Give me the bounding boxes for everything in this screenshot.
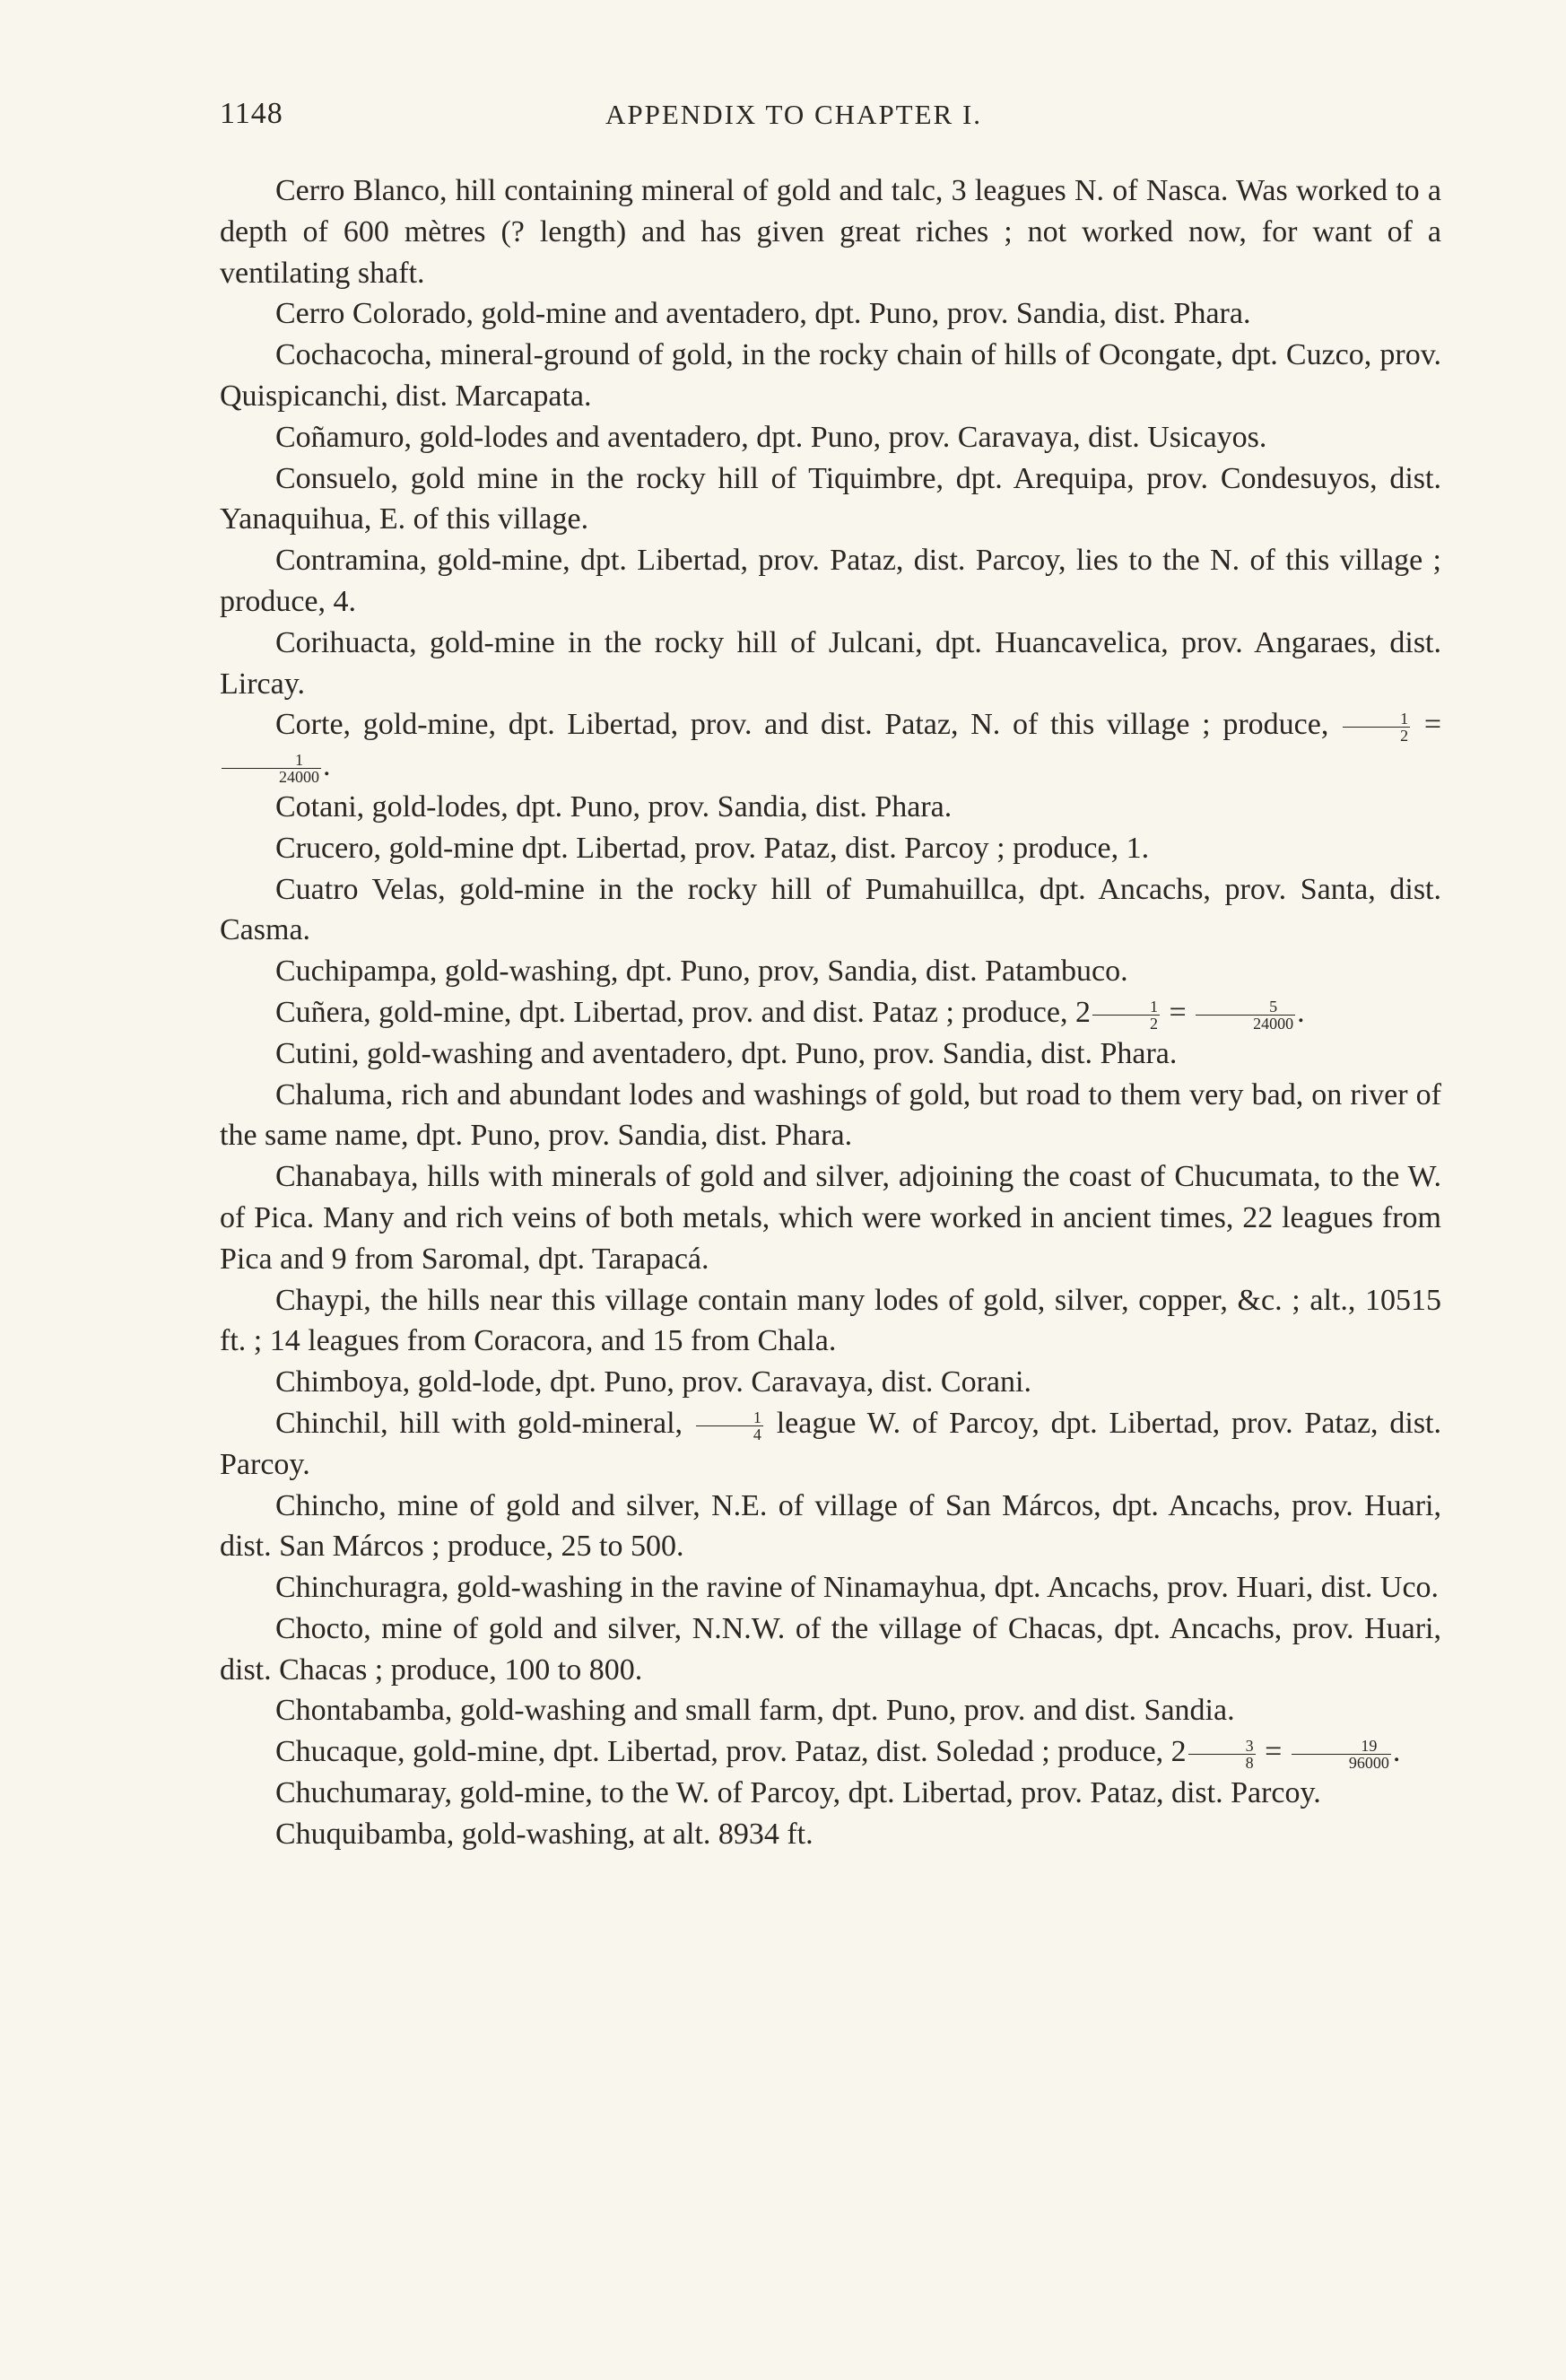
equals-sign: = [1423,708,1442,742]
entry-cuchipampa: Cuchipampa, gold-washing, dpt. Puno, prov, Sandia, dist. Patambuco. [275,955,1128,989]
entry-text: Chucaque, gold-mine, dpt. Libertad, prov. Pataz, dist. Soledad ; produce, 2 [275,1735,1187,1769]
entry-cotani: Cotani, gold-lodes, dpt. Puno, prov. Sandia, dist. Phara. [275,789,953,824]
entry-cutini: Cutini, gold-washing and aventadero, dpt. Puno, prov. Sandia, dist. Phara. [275,1036,1178,1070]
fraction-numerator: 1 [696,1409,763,1426]
fraction [1292,1738,1391,1771]
entry-crucero: Crucero, gold-mine dpt. Libertad, prov. Pataz, dist. Parcoy ; produce, 1. [275,831,1150,865]
entry-cochacocha: Cochacocha, mineral-ground of gold, in the rocky chain of hills of Ocongate, dpt. Cuzco, prov. Quispicanchi, dist. Marcapata. [220,338,1441,413]
entry-chincho: Chincho, mine of gold and silver, N.E. of village of San Márcos, dpt. Ancachs, prov. Huari, dist. San Márcos ; produce, 25 to 500. [220,1488,1441,1564]
fraction [1188,1738,1256,1771]
entry-chucaque [220,1731,1441,1773]
entry-chocto: Chocto, mine of gold and silver, N.N.W. of the village of Chacas, dpt. Ancachs, prov. Huari, dist. Chacas ; produce, 100 to 800. [220,1611,1441,1687]
running-head: APPENDIX TO CHAPTER I. [605,99,983,130]
entry-chuquibamba: Chuquibamba, gold-washing, at alt. 8934 ft. [275,1817,813,1851]
entry-text: Corte, gold-mine, dpt. Libertad, prov. and dist. Pataz, N. of this village ; produce, [275,708,1329,742]
entry-corihuacta: Corihuacta, gold-mine in the rocky hill of Julcani, dpt. Huancavelica, prov. Angaraes, dist. Lircay. [220,625,1441,701]
entry-end: . [1392,1735,1401,1769]
entry-chanabaya: Chanabaya, hills with minerals of gold and silver, adjoining the coast of Chucumata, to the W. of Pica. Many and rich veins of both metals, which were worked in ancient times, 22 leagues from Pica and 9 from Saromal, dpt. Tarapacá. [220,1160,1441,1276]
entry-rest: league W. of Parcoy, dpt. Libertad, prov. Pataz, dist. Parcoy. [220,1406,1441,1481]
equals-sign: = [1265,1735,1283,1769]
fraction-denominator: 2 [1400,727,1409,745]
fraction-denominator: 24000 [279,767,319,786]
equals-sign: = [1169,995,1187,1029]
fraction-numerator: 1 [222,752,321,769]
fraction [1196,998,1295,1032]
entry-end: . [1297,995,1305,1029]
entry-cerro-blanco: Cerro Blanco, hill containing mineral of gold and talc, 3 leagues N. of Nasca. Was worked to a depth of 600 mètres (? length) and has given great riches ; not worked now, for want of a ventilating shaft. [220,174,1441,290]
fraction [696,1409,763,1443]
entry-corte [220,704,1441,787]
fraction-denominator: 24000 [1253,1014,1294,1033]
fraction-numerator: 3 [1188,1738,1256,1755]
entry-consuelo: Consuelo, gold mine in the rocky hill of Tiquimbre, dpt. Arequipa, prov. Condesuyos, dist. Yanaquihua, E. of this village. [220,461,1441,536]
entry-chinchil [220,1403,1441,1486]
fraction-denominator: 2 [1149,1014,1158,1033]
entry-chinchuragra: Chinchuragra, gold-washing in the ravine of Ninamayhua, dpt. Ancachs, prov. Huari, dist. Uco. [275,1571,1440,1605]
fraction-numerator: 5 [1196,998,1295,1016]
entry-chaluma: Chaluma, rich and abundant lodes and washings of gold, but road to them very bad, on river of the same name, dpt. Puno, prov. Sandia, dist. Phara. [220,1077,1441,1153]
entry-chimboya: Chimboya, gold-lode, dpt. Puno, prov. Caravaya, dist. Corani. [275,1365,1031,1399]
entry-conamuro: Coñamuro, gold-lodes and aventadero, dpt. Puno, prov. Caravaya, dist. Usicayos. [275,420,1267,454]
entry-cuatro-velas: Cuatro Velas, gold-mine in the rocky hill of Pumahuillca, dpt. Ancachs, prov. Santa, dist. Casma. [220,872,1441,947]
fraction-numerator: 1 [1343,711,1410,728]
entry-text: Cuñera, gold-mine, dpt. Libertad, prov. and dist. Pataz ; produce, 2 [275,995,1091,1029]
entry-contramina: Contramina, gold-mine, dpt. Libertad, prov. Pataz, dist. Parcoy, lies to the N. of this village ; produce, 4. [220,544,1441,618]
entry-chaypi: Chaypi, the hills near this village contain many lodes of gold, silver, copper, &c. ; alt., 10515 ft. ; 14 leagues from Coracora, and 15 from Chala. [220,1283,1441,1358]
page-header [220,97,1431,142]
fraction-denominator: 8 [1245,1753,1254,1772]
entry-cunera [220,992,1441,1033]
entry-chontabamba: Chontabamba, gold-washing and small farm, dpt. Puno, prov. and dist. Sandia. [275,1694,1235,1728]
fraction-numerator: 19 [1292,1738,1391,1755]
entry-text: Chinchil, hill with gold-mineral, [275,1406,683,1440]
fraction-denominator: 96000 [1348,1753,1389,1772]
fraction-denominator: 4 [753,1425,761,1443]
fraction-numerator: 1 [1092,998,1160,1016]
page-number: 1148 [220,97,283,130]
entry-cerro-colorado: Cerro Colorado, gold-mine and aventadero, dpt. Puno, prov. Sandia, dist. Phara. [275,297,1251,331]
entry-chuchumaray: Chuchumaray, gold-mine, to the W. of Parcoy, dpt. Libertad, prov. Pataz, dist. Parcoy. [275,1776,1321,1810]
entry-end: . [323,749,331,783]
fraction [1092,998,1160,1032]
gazetteer-entries [220,170,1441,1855]
fraction [222,752,321,785]
fraction [1343,711,1410,744]
